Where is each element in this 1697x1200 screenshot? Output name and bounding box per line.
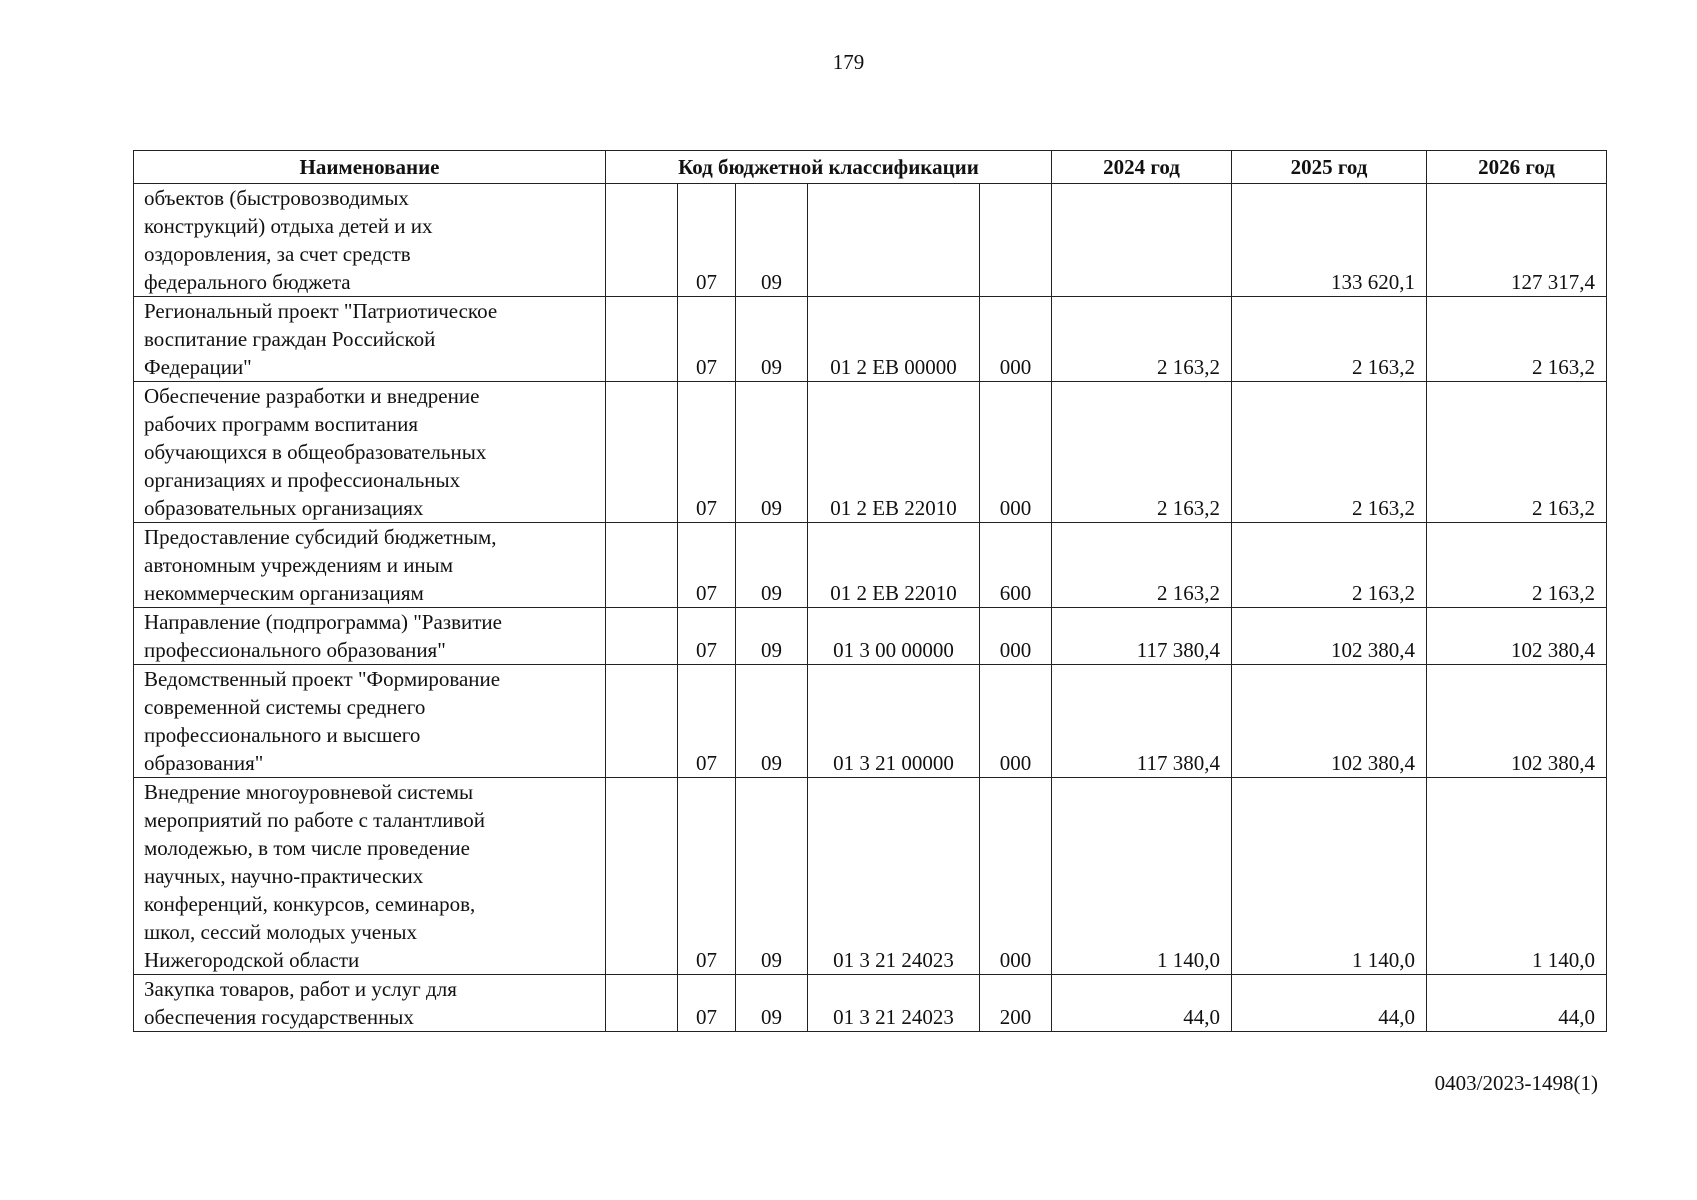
row-subsection: 09	[736, 382, 808, 523]
row-2026: 127 317,4	[1427, 184, 1607, 297]
row-2025: 2 163,2	[1232, 523, 1427, 608]
row-target-article: 01 3 21 00000	[808, 665, 980, 778]
row-2026: 2 163,2	[1427, 297, 1607, 382]
row-2026: 44,0	[1427, 975, 1607, 1032]
header-code: Код бюджетной классификации	[606, 151, 1052, 184]
row-code-blank	[606, 778, 678, 975]
row-section: 07	[678, 608, 736, 665]
row-expense-type: 600	[980, 523, 1052, 608]
row-2024: 2 163,2	[1052, 382, 1232, 523]
row-2025: 133 620,1	[1232, 184, 1427, 297]
table-row	[134, 975, 1607, 1032]
row-target-article: 01 3 21 24023	[808, 975, 980, 1032]
row-code-blank	[606, 608, 678, 665]
table-header-row	[134, 151, 1607, 184]
row-target-article: 01 2 ЕВ 22010	[808, 523, 980, 608]
row-subsection: 09	[736, 608, 808, 665]
row-name: Направление (подпрограмма) "Развитие профессионального образования"	[134, 608, 606, 665]
row-expense-type	[980, 184, 1052, 297]
row-name: Предоставление субсидий бюджетным, автономным учреждениям и иным некоммерческим организациям	[134, 523, 606, 608]
row-2025: 2 163,2	[1232, 382, 1427, 523]
row-name: Региональный проект "Патриотическое воспитание граждан Российской Федерации"	[134, 297, 606, 382]
header-2025: 2025 год	[1232, 151, 1427, 184]
row-code-blank	[606, 382, 678, 523]
row-section: 07	[678, 184, 736, 297]
row-expense-type: 000	[980, 665, 1052, 778]
row-section: 07	[678, 975, 736, 1032]
row-subsection: 09	[736, 297, 808, 382]
row-subsection: 09	[736, 665, 808, 778]
row-2025: 102 380,4	[1232, 665, 1427, 778]
row-section: 07	[678, 297, 736, 382]
row-name: объектов (быстровозводимых конструкций) отдыха детей и их оздоровления, за счет средств федерального бюджета	[134, 184, 606, 297]
row-2025: 2 163,2	[1232, 297, 1427, 382]
header-2024: 2024 год	[1052, 151, 1232, 184]
row-name: Закупка товаров, работ и услуг для обеспечения государственных	[134, 975, 606, 1032]
row-2025: 44,0	[1232, 975, 1427, 1032]
row-2024: 117 380,4	[1052, 608, 1232, 665]
row-expense-type: 000	[980, 382, 1052, 523]
row-code-blank	[606, 975, 678, 1032]
table-row	[134, 297, 1607, 382]
budget-table	[133, 150, 1607, 1032]
table-row	[134, 523, 1607, 608]
row-2026: 102 380,4	[1427, 608, 1607, 665]
row-expense-type: 000	[980, 297, 1052, 382]
row-expense-type: 000	[980, 608, 1052, 665]
row-target-article: 01 2 ЕВ 22010	[808, 382, 980, 523]
row-subsection: 09	[736, 523, 808, 608]
row-2026: 2 163,2	[1427, 382, 1607, 523]
row-name: Ведомственный проект "Формирование современной системы среднего профессионального и высшего образования"	[134, 665, 606, 778]
page-number: 179	[832, 50, 865, 74]
table-row	[134, 382, 1607, 523]
row-2024: 2 163,2	[1052, 297, 1232, 382]
row-target-article: 01 2 ЕВ 00000	[808, 297, 980, 382]
row-section: 07	[678, 665, 736, 778]
table-row	[134, 778, 1607, 975]
row-2024: 117 380,4	[1052, 665, 1232, 778]
row-code-blank	[606, 523, 678, 608]
row-subsection: 09	[736, 778, 808, 975]
row-2026: 2 163,2	[1427, 523, 1607, 608]
row-2024: 1 140,0	[1052, 778, 1232, 975]
document-code: 0403/2023-1498(1)	[1434, 1071, 1598, 1095]
row-code-blank	[606, 665, 678, 778]
row-target-article	[808, 184, 980, 297]
row-name: Обеспечение разработки и внедрение рабочих программ воспитания обучающихся в общеобразовательных организациях и профессиональных образовательных организациях	[134, 382, 606, 523]
row-section: 07	[678, 523, 736, 608]
row-2024: 44,0	[1052, 975, 1232, 1032]
row-2024: 2 163,2	[1052, 523, 1232, 608]
row-subsection: 09	[736, 184, 808, 297]
row-2026: 1 140,0	[1427, 778, 1607, 975]
row-target-article: 01 3 21 24023	[808, 778, 980, 975]
row-section: 07	[678, 778, 736, 975]
row-2025: 102 380,4	[1232, 608, 1427, 665]
header-name: Наименование	[134, 151, 606, 184]
table-row	[134, 608, 1607, 665]
row-section: 07	[678, 382, 736, 523]
table-row	[134, 184, 1607, 297]
table-row	[134, 665, 1607, 778]
header-2026: 2026 год	[1427, 151, 1607, 184]
row-2024	[1052, 184, 1232, 297]
row-name: Внедрение многоуровневой системы мероприятий по работе с талантливой молодежью, в том числе проведение научных, научно-практических конференций, конкурсов, семинаров, школ, сессий молодых ученых Нижегородской области	[134, 778, 606, 975]
row-code-blank	[606, 184, 678, 297]
row-2025: 1 140,0	[1232, 778, 1427, 975]
row-target-article: 01 3 00 00000	[808, 608, 980, 665]
row-expense-type: 000	[980, 778, 1052, 975]
row-2026: 102 380,4	[1427, 665, 1607, 778]
table-body	[134, 184, 1607, 1032]
row-subsection: 09	[736, 975, 808, 1032]
row-code-blank	[606, 297, 678, 382]
row-expense-type: 200	[980, 975, 1052, 1032]
